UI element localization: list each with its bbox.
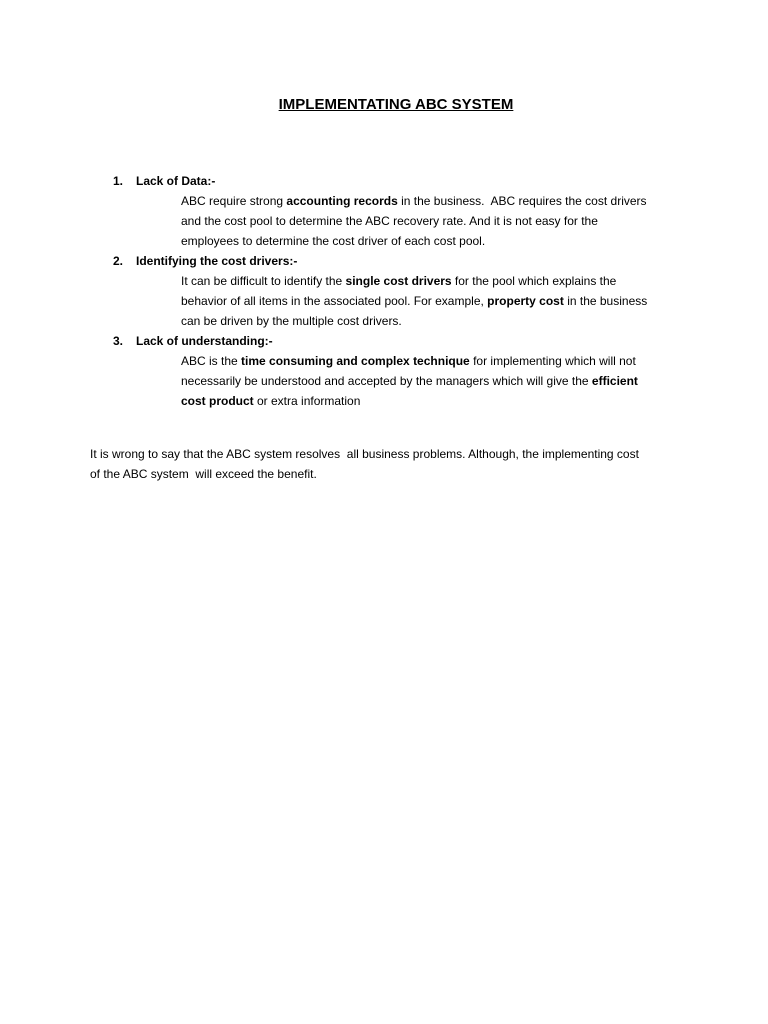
text-segment: in the business [563, 294, 648, 308]
list-item-heading-row [0, 171, 768, 191]
list-item-heading: Lack of understanding:- [136, 334, 273, 348]
bold-text-segment: time consuming and complex technique [241, 354, 470, 368]
bold-text-segment: single cost drivers [345, 274, 452, 288]
text-segment: behavior of all items in the associated pool. For example, [181, 294, 488, 308]
document-title: IMPLEMENTATING ABC SYSTEM [278, 96, 514, 113]
list-item [0, 251, 768, 331]
list-item [0, 331, 768, 411]
list-item-heading-row [0, 331, 768, 351]
text-segment: ABC is the [181, 354, 242, 368]
numbered-list [0, 171, 768, 411]
list-item [0, 171, 768, 251]
body-line [0, 311, 768, 331]
text-segment: in the business. ABC requires the cost drivers [397, 194, 647, 208]
text-segment: of the ABC system will exceed the benefit. [90, 467, 317, 481]
text-segment: ABC require strong [181, 194, 287, 208]
text-segment: and the cost pool to determine the ABC recovery rate. And it is not easy for the [181, 214, 598, 228]
bold-text-segment: cost product [181, 394, 254, 408]
text-segment: for the pool which explains the [451, 274, 617, 288]
bold-text-segment: accounting records [286, 194, 398, 208]
body-line [0, 211, 768, 231]
body-line [0, 371, 768, 391]
list-item-number: 3. [113, 334, 124, 348]
list-item-number: 2. [113, 254, 124, 268]
body-line [0, 291, 768, 311]
text-segment: It can be difficult to identify the [181, 274, 346, 288]
bold-text-segment: efficient [591, 374, 638, 388]
conclusion-line [90, 464, 750, 484]
body-line [0, 351, 768, 371]
list-item-number: 1. [113, 174, 124, 188]
text-segment: necessarily be understood and accepted by the managers which will give the [181, 374, 592, 388]
body-line [0, 391, 768, 411]
text-segment: employees to determine the cost driver of each cost pool. [181, 234, 486, 248]
text-segment: or extra information [253, 394, 361, 408]
text-segment: It is wrong to say that the ABC system resolves all business problems. Although, the implementing cost [90, 447, 639, 461]
body-line [0, 231, 768, 251]
list-item-heading: Identifying the cost drivers:- [136, 254, 298, 268]
body-line [0, 271, 768, 291]
text-segment: can be driven by the multiple cost drivers. [181, 314, 402, 328]
list-item-heading: Lack of Data:- [136, 174, 216, 188]
text-segment: for implementing which will not [469, 354, 636, 368]
body-line [0, 191, 768, 211]
list-item-heading-row [0, 251, 768, 271]
bold-text-segment: property cost [487, 294, 564, 308]
conclusion-line [90, 444, 750, 464]
conclusion-paragraph [90, 444, 750, 484]
